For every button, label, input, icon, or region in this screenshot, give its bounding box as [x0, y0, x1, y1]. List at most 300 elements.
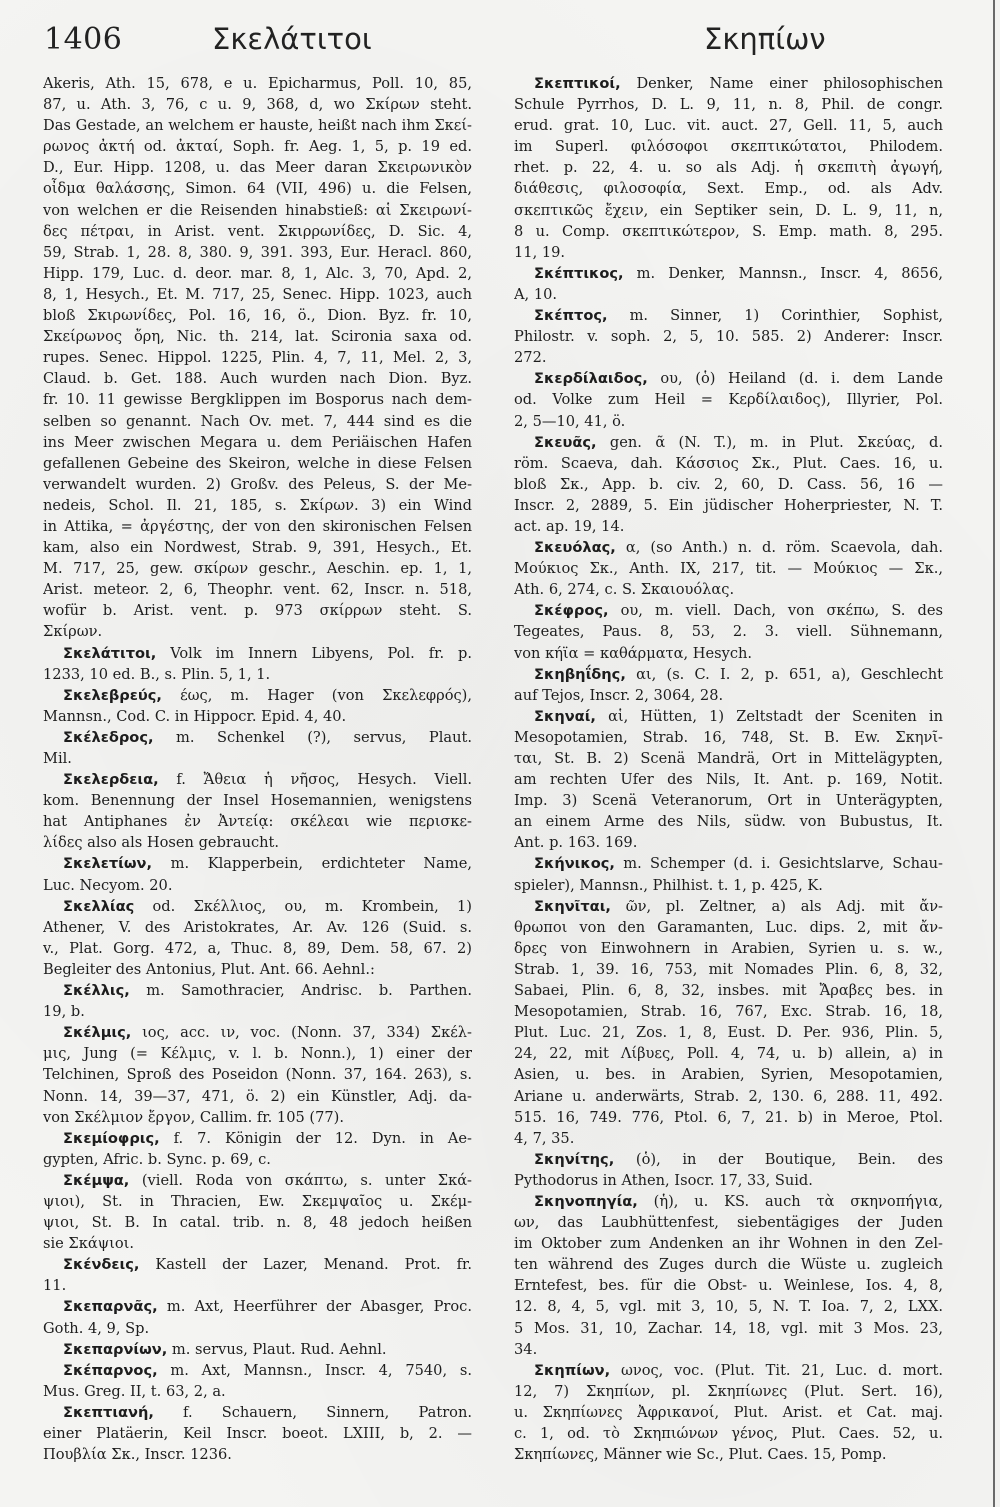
- entry-headword: Σκερδίλαιδος,: [534, 370, 648, 388]
- line-text: 5 Mos. 31, 10, Zachar. 14, 18, vgl. mit 3 Mos. 23,: [514, 1319, 943, 1337]
- text-line: [43, 959, 472, 980]
- line-text: m. Samothracier, Andrisc. b. Parthen.: [129, 982, 472, 1000]
- line-text: Luc. Necyom. 20.: [43, 876, 173, 894]
- text-line: [43, 136, 472, 157]
- entry-headword: Σκευᾶς,: [534, 433, 597, 451]
- text-line: [514, 558, 943, 579]
- entry-first-line: [43, 1022, 472, 1043]
- line-text: 19, b.: [43, 1003, 85, 1021]
- text-line: [43, 1233, 472, 1254]
- text-line: [514, 832, 943, 853]
- line-text: röm. Scaeva, dah. Κάσσιος Σκ., Plut. Caes. 16, u.: [514, 454, 943, 472]
- line-text: Arist. meteor. 2, 6, Theophr. vent. 62, Inscr. n. 518,: [43, 581, 472, 599]
- line-text: 24, 22, mit Λίβυες, Poll. 4, 74, u. b) allein, a) in: [514, 1045, 943, 1063]
- text-line: [514, 579, 943, 600]
- text-line: [43, 263, 472, 284]
- text-line: [514, 685, 943, 706]
- text-line: [43, 790, 472, 811]
- line-text: 8 u. Comp. σκεπτικώτερον, S. Emp. math. 8, 295.: [514, 222, 943, 240]
- line-text: (ὁ), in der Boutique, Bein. des: [614, 1150, 943, 1168]
- line-text: 8, 1, Hesych., Et. M. 717, 25, Senec. Hipp. 1023, auch: [43, 285, 472, 303]
- text-line: [43, 579, 472, 600]
- entry-headword: Σκηβηΐδης,: [534, 665, 626, 683]
- line-text: αἱ, Hütten, 1) Zeltstadt der Sceniten in: [595, 707, 943, 725]
- line-text: bloß Σκ., App. b. civ. 2, 60, D. Cass. 56, 16 —: [514, 475, 943, 493]
- line-text: rupes. Senec. Hippol. 1225, Plin. 4, 7, 11, Mel. 2, 3,: [43, 349, 472, 367]
- text-line: [514, 1233, 943, 1254]
- text-line: [514, 1001, 943, 1022]
- line-text: ten während des Zuges durch die Wüste u. zugleich: [514, 1256, 943, 1274]
- text-line: [514, 411, 943, 432]
- line-text: u. Σκηπίωνες Ἀφρικανοί, Plut. Arist. et Cat. maj.: [514, 1403, 943, 1421]
- entry-first-line: [43, 1402, 472, 1423]
- line-text: 1233, 10 ed. B., s. Plin. 5, 1, 1.: [43, 665, 271, 683]
- line-text: m. servus, Plaut. Rud. Aehnl.: [167, 1340, 387, 1358]
- entry-headword: Σκευόλας,: [534, 539, 616, 557]
- text-line: [43, 1064, 472, 1085]
- line-text: 2, 5—10, 41, ö.: [514, 412, 626, 430]
- line-text: von welchen er die Reisenden hinabstieß: αἱ Σκειρωνί-: [43, 201, 472, 219]
- line-text: 12, 7) Σκηπίων, pl. Σκηπίωνες (Plut. Sert. 16),: [514, 1382, 943, 1400]
- text-line: [43, 938, 472, 959]
- left-column: [43, 73, 472, 1465]
- entry-first-line: [514, 896, 943, 917]
- text-line: [514, 1212, 943, 1233]
- text-line: [43, 284, 472, 305]
- line-text: Hipp. 179, Luc. d. deor. mar. 8, 1, Alc. 3, 70, Apd. 2,: [43, 264, 472, 282]
- line-text: Asien, u. bes. in Arabien, Syrien, Mesopotamien,: [514, 1066, 943, 1084]
- entry-first-line: [514, 706, 943, 727]
- entry-first-line: [514, 1360, 943, 1381]
- text-line: [43, 178, 472, 199]
- line-text: 87, u. Ath. 3, 76, c u. 9, 368, d, wo Σκίρων steht.: [43, 96, 472, 114]
- text-line: [43, 1191, 472, 1212]
- text-line: [514, 1275, 943, 1296]
- running-head-left: Σκελάτιτοι: [212, 22, 372, 56]
- line-text: von κήϊα = καθάρματα, Hesych.: [514, 644, 753, 662]
- entry-first-line: [43, 727, 472, 748]
- text-line: [43, 411, 472, 432]
- entry-headword: Σκελάτιτοι,: [63, 644, 157, 662]
- line-text: 12. 8, 4, 5, vgl. mit 3, 10, 5, N. T. Ioa. 7, 2, LXX.: [514, 1298, 943, 1316]
- text-line: [43, 537, 472, 558]
- line-text: Imp. 3) Scenä Veteranorum, Ort in Unterägypten,: [514, 792, 943, 810]
- text-line: [43, 558, 472, 579]
- line-text: c. 1, od. τὸ Σκηπιώνων γένος, Plut. Caes. 52, u.: [514, 1425, 943, 1442]
- line-text: (viell. Roda von σκάπτω, s. unter Σκά-: [129, 1171, 472, 1189]
- entry-headword: Σκεπτικοί,: [534, 75, 621, 92]
- entry-first-line: [43, 1360, 472, 1381]
- line-text: Nonn. 14, 39—37, 471, ö. 2) ein Künstler, Adj. da-: [43, 1087, 472, 1105]
- line-text: 11.: [43, 1277, 67, 1295]
- text-line: [514, 1381, 943, 1402]
- entry-headword: Σκεμίοφρις,: [63, 1129, 160, 1147]
- text-line: [43, 94, 472, 115]
- page-edge-rule: [993, 0, 995, 1507]
- line-text: Mil.: [43, 750, 72, 767]
- text-line: [514, 474, 943, 495]
- text-line: [514, 790, 943, 811]
- text-line: [514, 938, 943, 959]
- line-text: ρωνος ἀκτή od. ἀκταί, Soph. fr. Aeg. 1, 5, p. 19 ed.: [43, 138, 472, 156]
- text-line: [514, 875, 943, 896]
- text-line: [43, 600, 472, 621]
- line-text: Claud. b. Get. 188. Auch wurden nach Dion. Byz.: [43, 370, 472, 388]
- entry-headword: Σκέλλις,: [63, 982, 130, 1000]
- line-text: Strab. 1, 39. 16, 753, mit Nomades Plin. 6, 8, 32,: [514, 960, 943, 978]
- entry-headword: Σκέλμις,: [63, 1024, 132, 1042]
- text-line: [43, 432, 472, 453]
- line-text: gen. ᾶ (N. T.), m. in Plut. Σκεύας, d.: [596, 433, 943, 451]
- text-line: [43, 1381, 472, 1402]
- text-line: [514, 917, 943, 938]
- text-line: [514, 959, 943, 980]
- text-line: [514, 769, 943, 790]
- text-line: [43, 221, 472, 242]
- text-line: [514, 157, 943, 178]
- line-text: act. ap. 19, 14.: [514, 517, 625, 535]
- text-line: [514, 389, 943, 410]
- text-line: [43, 1275, 472, 1296]
- line-text: 34.: [514, 1340, 538, 1358]
- line-text: Goth. 4, 9, Sp.: [43, 1319, 150, 1337]
- line-text: m. Denker, Mannsn., Inscr. 4, 8656,: [623, 264, 943, 282]
- line-text: f. Schauern, Sinnern, Patron.: [153, 1403, 472, 1421]
- text-line: [43, 516, 472, 537]
- text-line: [514, 453, 943, 474]
- text-line: [43, 748, 472, 769]
- line-text: Athener, V. des Aristokrates, Ar. Av. 126 (Suid. s.: [43, 918, 472, 936]
- entry-first-line: [514, 1149, 943, 1170]
- text-line: [514, 347, 943, 368]
- text-line: [514, 1086, 943, 1107]
- text-line: [514, 178, 943, 199]
- line-text: in Attika, = ἀργέστης, der von den skironischen Felsen: [43, 517, 472, 535]
- text-line: [514, 1444, 943, 1465]
- text-line: [514, 516, 943, 537]
- entry-first-line: [43, 853, 472, 874]
- line-text: f. Ἄθεια ἡ νῆσος, Hesych. Viell.: [158, 771, 472, 789]
- entry-headword: Σκελετίων,: [63, 855, 152, 873]
- line-text: erud. grat. 10, Luc. vit. auct. 27, Gell. 11, 5, auch: [514, 117, 943, 135]
- text-line: [514, 748, 943, 769]
- text-line: [43, 242, 472, 263]
- text-line: [43, 368, 472, 389]
- line-text: im Oktober zum Andenken an ihr Wohnen in den Zel-: [514, 1235, 943, 1253]
- line-text: Pythodorus in Athen, Isocr. 17, 33, Suid.: [514, 1171, 813, 1189]
- line-text: Ath. 6, 274, c. S. Σκαιουόλας.: [514, 581, 735, 599]
- text-line: [43, 73, 472, 94]
- text-line: [514, 1022, 943, 1043]
- line-text: m. Axt, Heerführer der Abasger, Proc.: [157, 1298, 472, 1316]
- entry-first-line: [514, 263, 943, 284]
- entry-headword: Σκελλίας: [63, 897, 135, 915]
- entry-headword: Σκηνοπηγία,: [534, 1192, 638, 1210]
- line-text: Σκείρωνος ὄρη, Nic. th. 214, lat. Scironia saxa od.: [43, 328, 472, 346]
- line-text: spieler), Mannsn., Philhist. t. 1, p. 425, K.: [514, 876, 823, 894]
- line-text: ται, St. B. 2) Scenä Mandrä, Ort in Mittelägypten,: [514, 750, 943, 767]
- entry-first-line: [43, 1296, 472, 1317]
- entry-headword: Σκηνῖται,: [534, 897, 611, 915]
- line-text: kom. Benennung der Insel Hosemannien, wenigstens: [43, 792, 472, 810]
- line-text: ου, (ὁ) Heiland (d. i. dem Lande: [647, 370, 943, 388]
- line-text: 515. 16, 749. 776, Ptol. 6, 7, 21. b) in Meroe, Ptol.: [514, 1108, 943, 1126]
- running-head-right: Σκηπίων: [704, 22, 826, 56]
- line-text: Schule Pyrrhos, D. L. 9, 11, n. 8, Phil. de congr.: [514, 96, 943, 114]
- line-text: Das Gestade, an welchem er hauste, heißt nach ihm Σκεί-: [43, 117, 472, 135]
- text-line: [514, 1170, 943, 1191]
- entry-first-line: [514, 305, 943, 326]
- entry-first-line: [43, 769, 472, 790]
- line-text: δρες von Einwohnern in Arabien, Syrien u. s. w.,: [514, 939, 943, 957]
- line-text: ψιοι, St. B. In catal. trib. n. 8, 48 jedoch heißen: [43, 1214, 472, 1232]
- text-line: [514, 1128, 943, 1149]
- entry-first-line: [514, 73, 943, 94]
- line-text: an einem Arme des Nils, südw. von Bubustus, It.: [514, 813, 943, 831]
- text-line: [514, 94, 943, 115]
- entry-headword: Σκελερδεια,: [63, 771, 159, 789]
- line-text: σκεπτικῶς ἔχειν, ein Septiker sein, D. L. 9, 11, n,: [514, 201, 943, 219]
- line-text: sie Σκάψιοι.: [43, 1235, 135, 1253]
- line-text: 272.: [514, 349, 547, 367]
- entry-headword: Σκέμψα,: [63, 1171, 130, 1189]
- entry-first-line: [514, 537, 943, 558]
- text-line: [43, 1149, 472, 1170]
- text-line: [43, 389, 472, 410]
- line-text: auf Tejos, Inscr. 2, 3064, 28.: [514, 686, 724, 704]
- text-line: [43, 157, 472, 178]
- line-text: Telchinen, Sproß des Poseidon (Nonn. 37, 164. 263), s.: [43, 1066, 472, 1084]
- line-text: Mannsn., Cod. C. in Hippocr. Epid. 4, 40.: [43, 707, 347, 725]
- text-line: [43, 347, 472, 368]
- entry-headword: Σκέπτικος,: [534, 264, 624, 282]
- text-line: [514, 643, 943, 664]
- entry-first-line: [514, 600, 943, 621]
- entry-first-line: [514, 664, 943, 685]
- line-text: λίδες also als Hosen gebraucht.: [43, 834, 280, 852]
- page-header: [0, 22, 1000, 62]
- entry-headword: Σκέπαρνος,: [63, 1361, 158, 1379]
- entry-first-line: [514, 1191, 943, 1212]
- line-text: M. 717, 25, gew. σκίρων geschr., Aeschin. ep. 1, 1,: [43, 560, 472, 578]
- line-text: selben so genannt. Nach Ov. met. 7, 444 sind es die: [43, 412, 472, 430]
- text-line: [514, 1043, 943, 1064]
- line-text: m. Schenkel (?), servus, Plaut.: [153, 728, 472, 746]
- line-text: Σκίρων.: [43, 623, 103, 641]
- line-text: (ἡ), u. KS. auch τὰ σκηνοπήγια,: [637, 1192, 943, 1210]
- line-text: Ariane u. anderwärts, Strab. 2, 130. 6, 288. 11, 492.: [514, 1087, 943, 1105]
- entry-first-line: [514, 432, 943, 453]
- entry-first-line: [43, 685, 472, 706]
- text-line: [514, 727, 943, 748]
- line-text: bloß Σκιρωνίδες, Pol. 16, 16, ö., Dion. Byz. fr. 10,: [43, 307, 472, 325]
- entry-headword: Σκηπίων,: [534, 1361, 611, 1379]
- line-text: ου, m. viell. Dach, von σκέπω, S. des: [608, 602, 943, 620]
- line-text: ψιοι), St. in Thracien, Ew. Σκεμψαῖος u. Σκέμ-: [43, 1192, 472, 1210]
- line-text: 59, Strab. 1, 28. 8, 380. 9, 391. 393, Eur. Heracl. 860,: [43, 243, 472, 261]
- line-text: ων, das Laubhüttenfest, siebentägiges der Juden: [514, 1214, 943, 1232]
- line-text: διάθεσις, φιλοσοφία, Sext. Emp., od. als Adv.: [514, 180, 943, 198]
- line-text: kam, also ein Nordwest, Strab. 9, 391, Hesych., Et.: [43, 539, 472, 557]
- entry-first-line: [43, 1254, 472, 1275]
- entry-headword: Σκένδεις,: [63, 1256, 140, 1274]
- text-line: [514, 811, 943, 832]
- text-line: [514, 200, 943, 221]
- entry-headword: Σκηνίτης,: [534, 1150, 615, 1168]
- entry-headword: Σκελεβρεύς,: [63, 686, 162, 704]
- entry-headword: Σκεπαρνᾶς,: [63, 1298, 158, 1316]
- entry-headword: Σκηναί,: [534, 707, 596, 725]
- text-line: [514, 980, 943, 1001]
- line-text: Mus. Greg. II, t. 63, 2, a.: [43, 1382, 226, 1400]
- text-line: [514, 1339, 943, 1360]
- line-text: ωνος, voc. (Plut. Tit. 21, Luc. d. mort.: [610, 1361, 943, 1379]
- text-line: [514, 1318, 943, 1339]
- text-line: [514, 242, 943, 263]
- line-text: ιος, acc. ιν, voc. (Nonn. 37, 334) Σκέλ-: [131, 1024, 472, 1042]
- line-text: αι, (s. C. I. 2, p. 651, a), Geschlecht: [625, 665, 943, 683]
- text-line: [514, 1107, 943, 1128]
- entry-headword: Σκέπτος,: [534, 307, 608, 325]
- text-line: [514, 136, 943, 157]
- line-text: Kastell der Lazer, Menand. Prot. fr.: [139, 1256, 472, 1274]
- line-text: οἶδμα θαλάσσης, Simon. 64 (VII, 496) u. die Felsen,: [43, 180, 472, 198]
- line-text: m. Axt, Mannsn., Inscr. 4, 7540, s.: [157, 1361, 472, 1379]
- line-text: Akeris, Ath. 15, 678, e u. Epicharmus, Poll. 10, 85,: [43, 75, 472, 92]
- line-text: 4, 7, 35.: [514, 1129, 575, 1147]
- line-text: μις, Jung (= Κέλμις, v. l. b. Nonn.), 1) einer der: [43, 1045, 472, 1063]
- line-text: Volk im Innern Libyens, Pol. fr. p.: [156, 644, 472, 662]
- text-line: [43, 664, 472, 685]
- line-text: A, 10.: [514, 285, 558, 303]
- text-line: [43, 1107, 472, 1128]
- line-text: δες πέτραι, in Arist. vent. Σκιρρωνίδες, D. Sic. 4,: [43, 222, 472, 240]
- text-line: [514, 284, 943, 305]
- text-line: [43, 453, 472, 474]
- entry-first-line: [514, 853, 943, 874]
- line-text: Πουβλία Σκ., Inscr. 1236.: [43, 1446, 232, 1464]
- line-text: m. Sinner, 1) Corinthier, Sophist,: [607, 307, 943, 325]
- text-line: [514, 115, 943, 136]
- text-line: [43, 706, 472, 727]
- line-text: gefallenen Gebeine des Skeiron, welche in diese Felsen: [43, 454, 472, 472]
- line-text: θρωποι von den Garamanten, Luc. dips. 2, mit ἄν-: [514, 918, 943, 936]
- line-text: Σκηπίωνες, Männer wie Sc., Plut. Caes. 15, Pomp.: [514, 1446, 887, 1464]
- line-text: gypten, Afric. b. Sync. p. 69, c.: [43, 1150, 271, 1168]
- text-line: [43, 832, 472, 853]
- line-text: Plut. Luc. 21, Zos. 1, 8, Eust. D. Per. 936, Plin. 5,: [514, 1024, 943, 1042]
- text-line: [43, 1444, 472, 1465]
- entry-headword: Σκεπτιανή,: [63, 1403, 154, 1421]
- text-line: [43, 917, 472, 938]
- text-line: [514, 326, 943, 347]
- line-text: 11, 19.: [514, 243, 566, 261]
- line-text: rhet. p. 22, 4. u. so als Adj. ἡ σκεπιτὴ ἀγωγή,: [514, 159, 943, 177]
- line-text: D., Eur. Hipp. 1208, u. das Meer daran Σκειρωνικὸν: [43, 159, 472, 177]
- entry-headword: Σκέλεδρος,: [63, 728, 154, 746]
- text-line: [43, 1001, 472, 1022]
- text-line: [43, 495, 472, 516]
- entry-first-line: [43, 980, 472, 1001]
- text-line: [43, 1212, 472, 1233]
- text-line: [43, 1318, 472, 1339]
- line-text: od. Volke zum Heil = Κερδίλαιδος), Illyrier, Pol.: [514, 391, 943, 409]
- line-text: einer Platäerin, Keil Inscr. boeot. LXIII, b, 2. —: [43, 1425, 472, 1442]
- text-line: [43, 1043, 472, 1064]
- line-text: α, (so Anth.) n. d. röm. Scaevola, dah.: [615, 539, 943, 557]
- text-line: [43, 1086, 472, 1107]
- line-text: von Σκέλμιον ἔργον, Callim. fr. 105 (77).: [43, 1108, 345, 1126]
- line-text: fr. 10. 11 gewisse Bergklippen im Bosporus nach dem-: [43, 391, 472, 409]
- text-line: [43, 875, 472, 896]
- text-line: [43, 621, 472, 642]
- line-text: f. 7. Königin der 12. Dyn. in Ae-: [159, 1129, 472, 1147]
- text-line: [43, 326, 472, 347]
- line-text: am rechten Ufer des Nils, It. Ant. p. 169, Notit.: [514, 771, 943, 789]
- line-text: m. Klapperbein, erdichteter Name,: [152, 855, 472, 873]
- line-text: Μούκιος Σκ., Anth. IX, 217, tit. — Μούκιος — Σκ.,: [514, 560, 943, 578]
- text-line: [514, 1402, 943, 1423]
- line-text: ins Meer zwischen Megara u. dem Periäischen Hafen: [43, 433, 472, 451]
- line-text: Erntefest, bes. für die Obst- u. Weinlese, Ios. 4, 8,: [514, 1277, 943, 1295]
- text-line: [514, 1064, 943, 1085]
- line-text: Philostr. v. soph. 2, 5, 10. 585. 2) Anderer: Inscr.: [514, 328, 943, 346]
- line-text: nedeis, Schol. Il. 21, 185, s. Σκίρων. 3) ein Wind: [43, 496, 472, 514]
- line-text: hat Antiphanes ἐν Ἀντείᾳ: σκέλεαι wie περισκε-: [43, 813, 472, 831]
- text-line: [43, 1423, 472, 1444]
- entry-headword: Σκεπαρνίων,: [63, 1340, 168, 1358]
- line-text: Inscr. 2, 2889, 5. Ein jüdischer Hoherpriester, N. T.: [514, 496, 943, 514]
- text-line: [43, 811, 472, 832]
- text-line: [514, 495, 943, 516]
- line-text: Mesopotamien, Strab. 16, 767, Exc. Strab. 16, 18,: [514, 1003, 943, 1021]
- line-text: Ant. p. 163. 169.: [514, 834, 638, 852]
- page-number: 1406: [44, 22, 123, 57]
- text-line: [514, 221, 943, 242]
- entry-first-line: [43, 643, 472, 664]
- entry-first-line: [43, 1339, 472, 1360]
- text-line: [43, 305, 472, 326]
- line-text: ῶν, pl. Zeltner, a) als Adj. mit ἄν-: [610, 897, 943, 915]
- text-line: [43, 115, 472, 136]
- line-text: verwandelt wurden. 2) Großv. des Peleus, S. der Me-: [43, 475, 472, 493]
- line-text: Denker, Name einer philosophischen: [620, 75, 943, 92]
- line-text: Mesopotamien, Strab. 16, 748, St. B. Ew. Σκηνῖ-: [514, 728, 943, 746]
- entry-first-line: [43, 1128, 472, 1149]
- line-text: wofür b. Arist. vent. p. 973 σκίρρων steht. S.: [43, 602, 472, 620]
- line-text: Sabaei, Plin. 6, 8, 32, insbes. mit Ἄραβες bes. in: [514, 982, 943, 1000]
- line-text: im Superl. φιλόσοφοι σκεπτικώτατοι, Philodem.: [514, 138, 943, 156]
- line-text: v., Plat. Gorg. 472, a, Thuc. 8, 89, Dem. 58, 67. 2): [43, 939, 472, 957]
- text-line: [43, 200, 472, 221]
- text-line: [514, 1254, 943, 1275]
- line-text: έως, m. Hager (von Σκελεφρός),: [161, 686, 472, 704]
- line-text: Tegeates, Paus. 8, 53, 2. 3. viell. Sühnemann,: [514, 623, 943, 641]
- entry-first-line: [43, 1170, 472, 1191]
- entry-first-line: [514, 368, 943, 389]
- entry-first-line: [43, 896, 472, 917]
- text-line: [43, 474, 472, 495]
- text-line: [514, 1296, 943, 1317]
- text-line: [514, 621, 943, 642]
- text-line: [514, 1423, 943, 1444]
- entry-headword: Σκήνικος,: [534, 855, 615, 873]
- line-text: Begleiter des Antonius, Plut. Ant. 66. Aehnl.:: [43, 960, 375, 978]
- line-text: m. Schemper (d. i. Gesichtslarve, Schau-: [614, 855, 943, 873]
- right-column: [514, 73, 943, 1465]
- line-text: od. Σκέλλιος, ου, m. Krombein, 1): [134, 897, 472, 915]
- entry-headword: Σκέφρος,: [534, 602, 609, 620]
